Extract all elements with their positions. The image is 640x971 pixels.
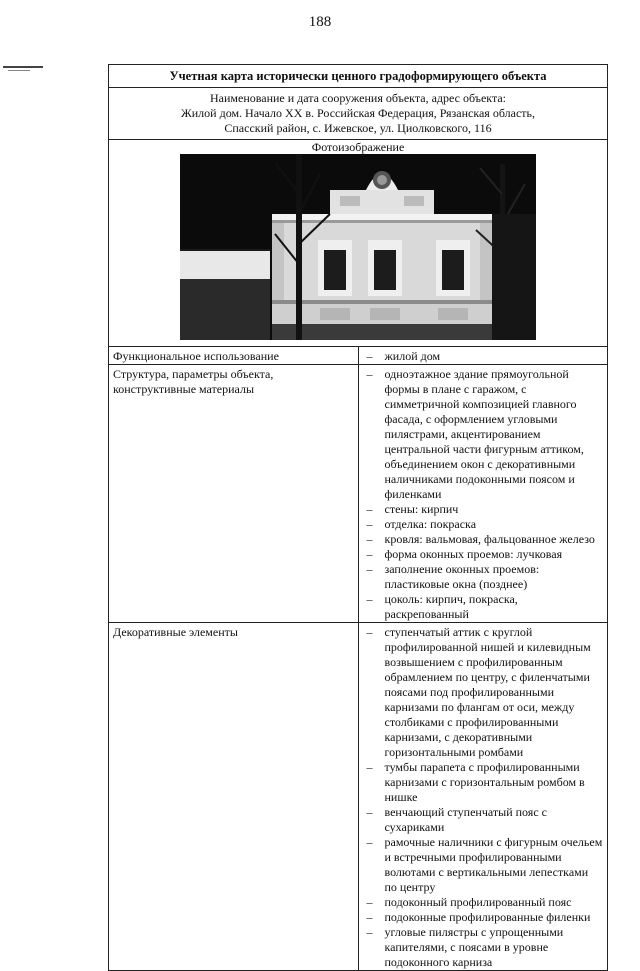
- row-values: [358, 347, 608, 365]
- row-values: [358, 623, 608, 971]
- scan-edge-mark: [3, 66, 43, 68]
- building-photo: [180, 154, 536, 340]
- list-item: – подоконные профилированные филенки: [365, 910, 604, 925]
- scan-edge-mark: [8, 70, 30, 71]
- list-item: – форма оконных проемов: лучковая: [365, 547, 604, 562]
- list-item: – рамочные наличники с фигурным очельем и встречными профилированными волютами с вертикальными лепестками по центру: [365, 835, 604, 895]
- object-name-line: Спасский район, с. Ижевское, ул. Циолковского, 116: [224, 121, 492, 135]
- photo-label: Фотоизображение: [311, 140, 405, 154]
- object-name-cell: [109, 88, 608, 140]
- page-number: 188: [308, 14, 332, 30]
- row-label: Декоративные элементы: [109, 623, 359, 971]
- object-name-line: Жилой дом. Начало XX в. Российская Федерация, Рязанская область,: [181, 106, 535, 120]
- list-item: – подоконный профилированный пояс: [365, 895, 604, 910]
- list-item: – кровля: вальмовая, фальцованное железо: [365, 532, 604, 547]
- list-item: – венчающий ступенчатый пояс с сухариками: [365, 805, 604, 835]
- card-title: Учетная карта исторически ценного градоформирующего объекта: [109, 65, 608, 88]
- list-item: – ступенчатый аттик с круглой профилированной нишей и килевидным возвышением с профилированным обрамлением по центру, с филенчатыми поясами под профилированными карнизами по флангам от оси, между столбиками с профилированными карнизами, с декоративными горизонтальными ромбами: [365, 625, 604, 760]
- object-name-line: Наименование и дата сооружения объекта, адрес объекта:: [209, 91, 507, 105]
- row-label: Функциональное использование: [109, 347, 359, 365]
- row-label: Структура, параметры объекта, конструктивные материалы: [109, 365, 359, 623]
- list-item: – цоколь: кирпич, покраска, раскрепованный: [365, 592, 604, 622]
- row-values: [358, 365, 608, 623]
- list-item: – угловые пилястры с упрощенными капителями, с поясами в уровне подоконного карниза: [365, 925, 604, 970]
- list-item: – отделка: покраска: [365, 517, 604, 532]
- list-item: – стены: кирпич: [365, 502, 604, 517]
- list-item: – одноэтажное здание прямоугольной формы в плане с гаражом, с симметричной композицией главного фасада, с оформлением угловыми пилястрами, акцентированием центральной части фигурным аттиком, объединением окон с декоративными наличниками подоконными поясом и филенками: [365, 367, 604, 502]
- list-item: – тумбы парапета с профилированными карнизами с горизонтальным ромбом в нишке: [365, 760, 604, 805]
- list-item: – жилой дом: [365, 349, 604, 364]
- list-item: – заполнение оконных проемов: пластиковые окна (позднее): [365, 562, 604, 592]
- photo-cell: [109, 140, 608, 347]
- record-card-table: [108, 64, 608, 971]
